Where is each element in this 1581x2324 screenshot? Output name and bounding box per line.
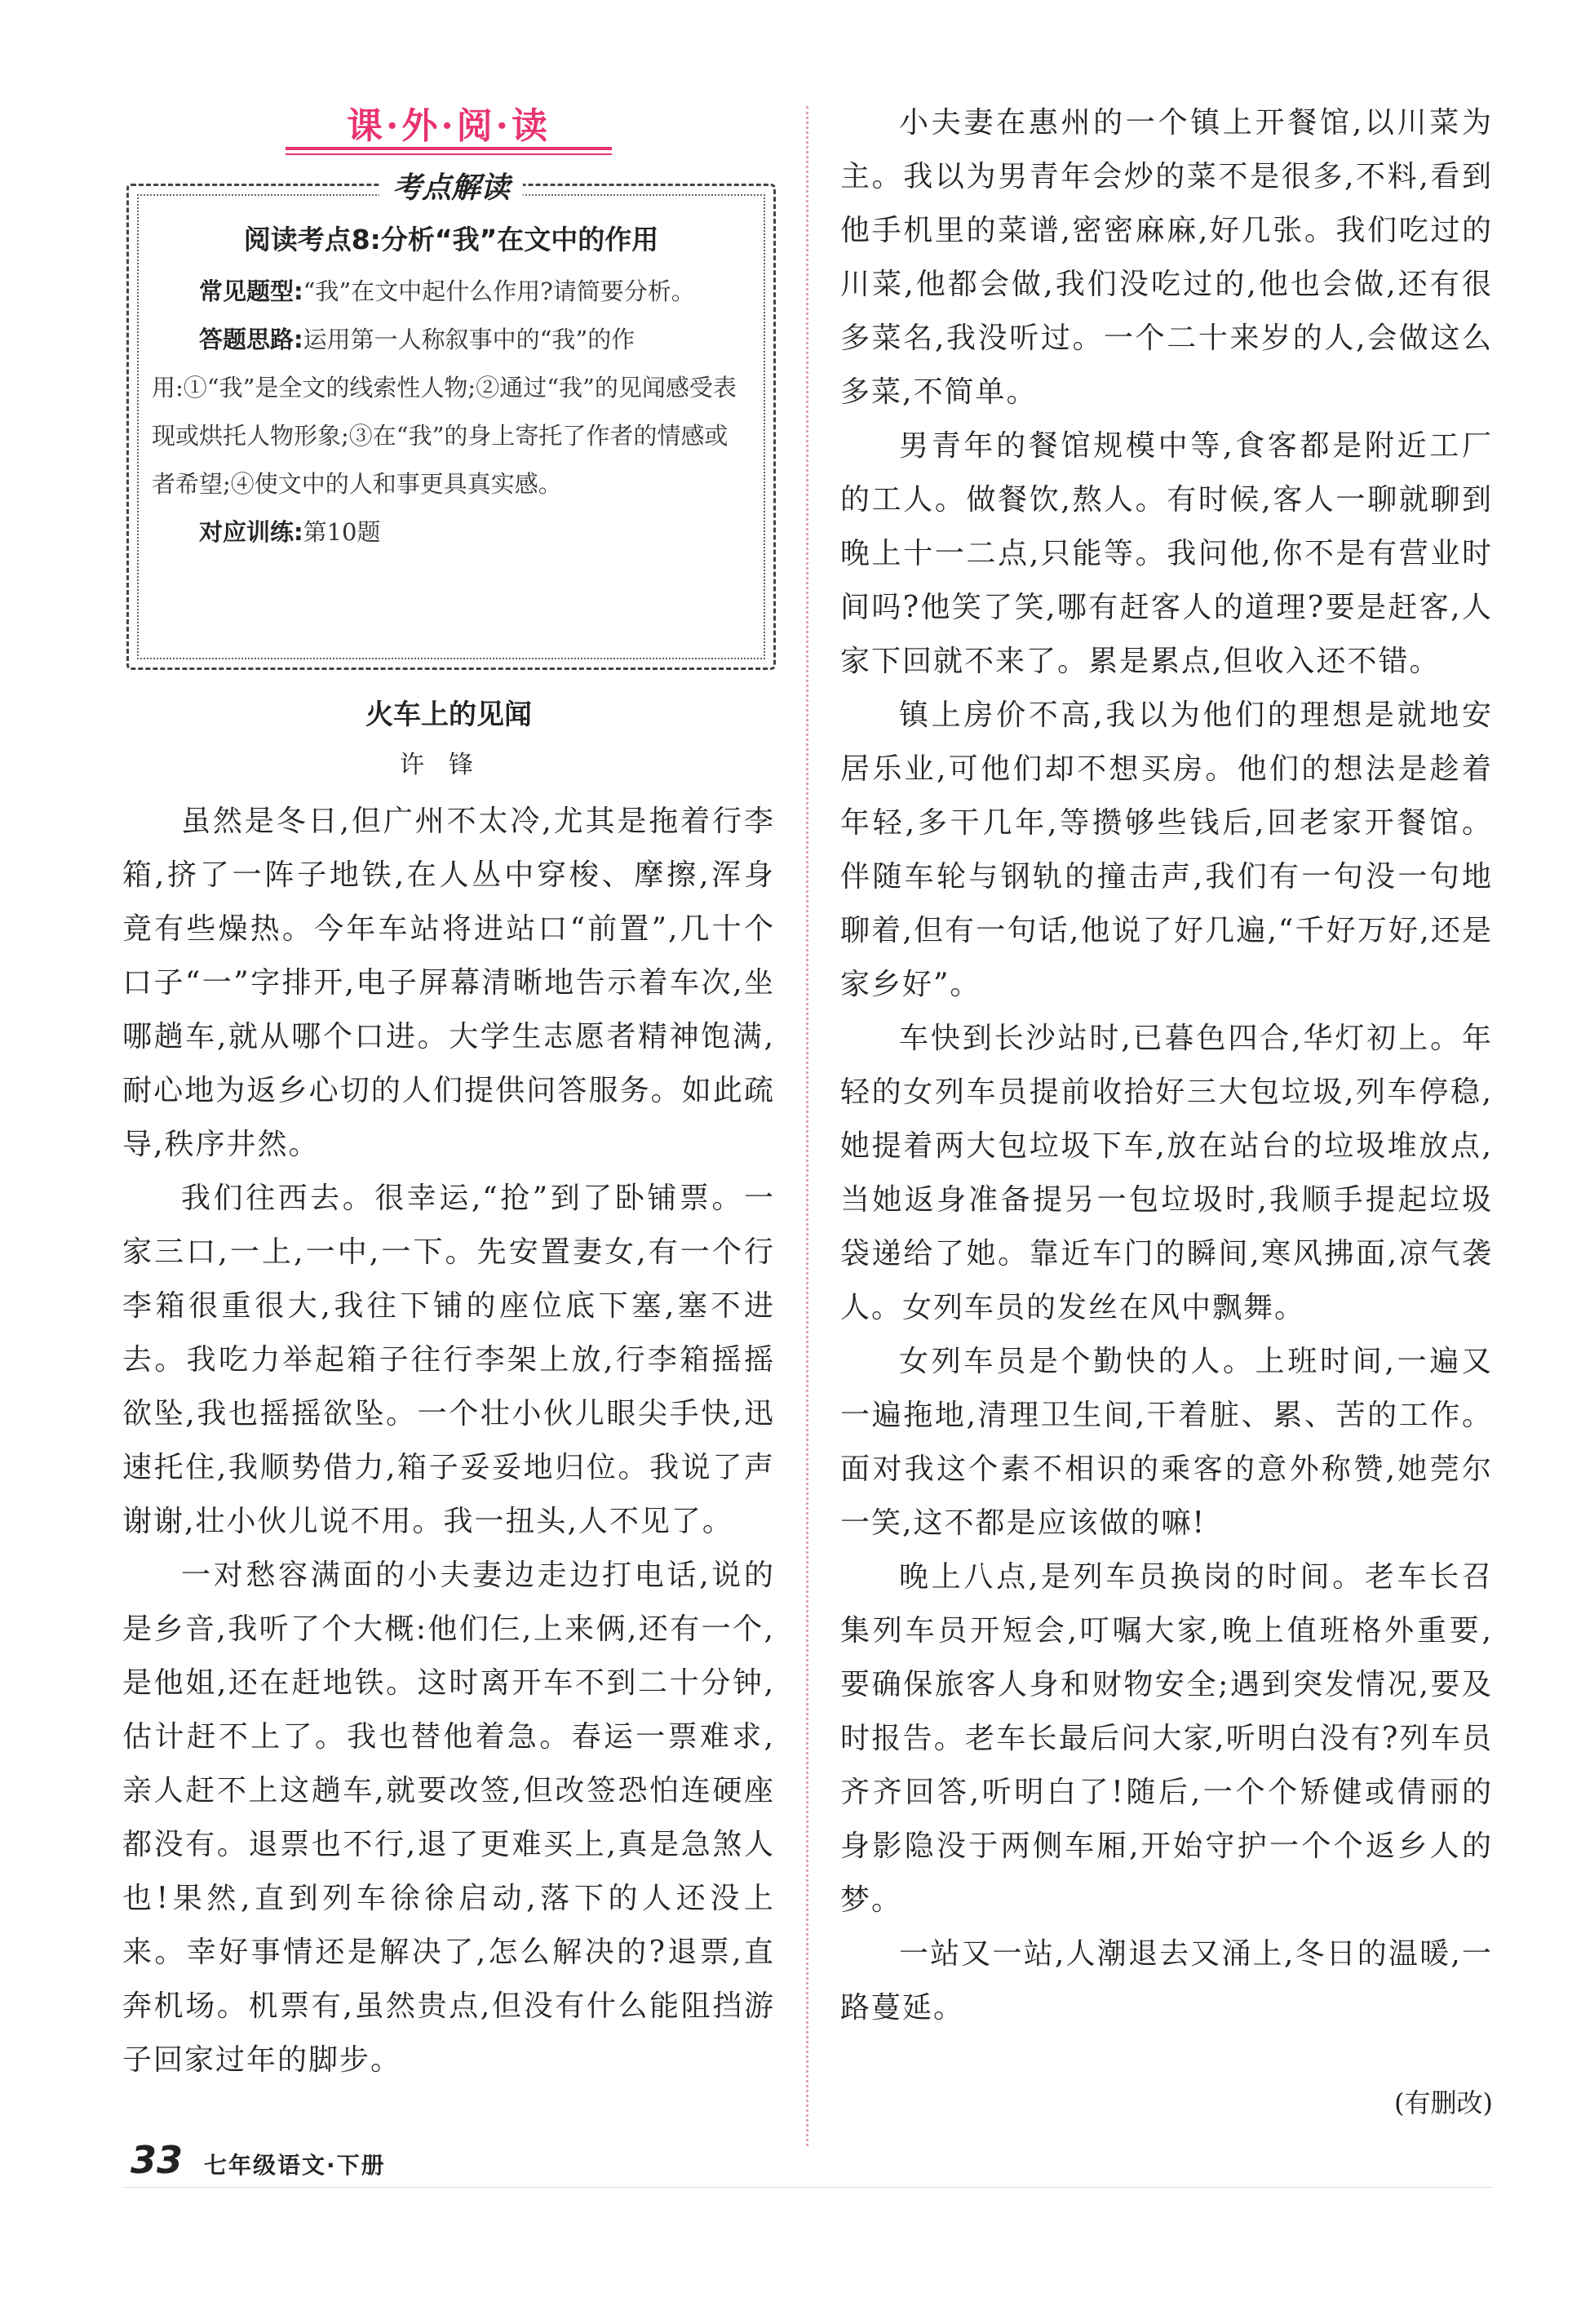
section-title-underline-thin [286, 153, 612, 155]
answer-approach-label: 答题思路: [199, 326, 303, 353]
paragraph: 虽然是冬日,但广州不太冷,尤其是拖着行李箱,挤了一阵子地铁,在人丛中穿梭、摩擦,浑身竟有些燥热。今年车站将进站口“前置”,几十个口子“一”字排开,电子屏幕清晰地告示着车次,坐哪趟车,就从哪个口进。大学生志愿者精神饱满,耐心地为返乡心切的人们提供问答服务。如此疏导,秩序井然。 [122, 805, 775, 1161]
question-type-text: “我”在文中起什么作用?请简要分析。 [303, 277, 695, 305]
footer-divider [122, 2187, 1493, 2188]
section-title-underline [286, 147, 612, 150]
book-title: 七年级语文·下册 [204, 2152, 386, 2179]
article-right-column [840, 96, 1493, 2035]
article-author: 许锋 [400, 751, 498, 779]
column-divider [806, 106, 808, 2146]
article-title: 火车上的见闻 [365, 699, 532, 731]
practice-label: 对应训练: [199, 518, 303, 546]
article-left-column [122, 795, 775, 2087]
paragraph: 车快到长沙站时,已暮色四合,华灯初上。年轻的女列车员提前收拾好三大包垃圾,列车停稳,她提着两大包垃圾下车,放在站台的垃圾堆放点,当她返身准备提另一包垃圾时,我顺手提起垃圾袋递给了她。靠近车门的瞬间,寒风拂面,凉气袭人。女列车员的发丝在风中飘舞。 [840, 1022, 1493, 1324]
question-type-line [152, 268, 751, 316]
abridged-note: (有删改) [1394, 2087, 1493, 2118]
question-type-label: 常见题型: [199, 277, 303, 305]
answer-approach-text: 运用第一人称叙事中的“我”的作用:①“我”是全文的线索性人物;②通过“我”的见闻感受表现或烘托人物形象;③在“我”的身上寄托了作者的情感或者希望;④使文中的人和事更具真实感。 [152, 326, 737, 498]
answer-approach-line [152, 316, 751, 508]
paragraph: 一站又一站,人潮退去又涌上,冬日的温暖,一路蔓延。 [840, 1937, 1493, 2025]
exam-point-box-header [129, 165, 773, 206]
paragraph: 女列车员是个勤快的人。上班时间,一遍又一遍拖地,清理卫生间,干着脏、累、苦的工作。面对我这个素不相识的乘客的意外称赞,她莞尔一笑,这不都是应该做的嘛! [840, 1345, 1493, 1540]
paragraph: 小夫妻在惠州的一个镇上开餐馆,以川菜为主。我以为男青年会炒的菜不是很多,不料,看到他手机里的菜谱,密密麻麻,好几张。我们吃过的川菜,他都会做,我们没吃过的,他也会做,还有很多菜名,我没听过。一个二十来岁的人,会做这么多菜,不简单。 [840, 106, 1493, 409]
exam-point-body [152, 268, 751, 557]
paragraph: 晚上八点,是列车员换岗的时间。老车长召集列车员开短会,叮嘱大家,晚上值班格外重要,要确保旅客人身和财物安全;遇到突发情况,要及时报告。老车长最后问大家,听明白没有?列车员齐齐回答,听明白了!随后,一个个矫健或倩丽的身影隐没于两侧车厢,开始守护一个个返乡人的梦。 [840, 1560, 1493, 1917]
exam-point-box [126, 171, 776, 670]
paragraph: 镇上房价不高,我以为他们的理想是就地安居乐业,可他们却不想买房。他们的想法是趁着年轻,多干几年,等攒够些钱后,回老家开餐馆。伴随车轮与钢轨的撞击声,我们有一句没一句地聊着,但有一句话,他说了好几遍,“千好万好,还是家乡好”。 [840, 699, 1493, 1001]
paragraph: 一对愁容满面的小夫妻边走边打电话,说的是乡音,我听了个大概:他们仨,上来俩,还有一个,是他姐,还在赶地铁。这时离开车不到二十分钟,估计赶不上了。我也替他着急。春运一票难求,亲人赶不上这趟车,就要改签,但改签恐怕连硬座都没有。退票也不行,退了更难买上,真是急煞人也!果然,直到列车徐徐启动,落下的人还没上来。幸好事情还是解决了,怎么解决的?退票,直奔机场。机票有,虽然贵点,但没有什么能阻挡游子回家过年的脚步。 [122, 1559, 775, 2077]
paragraph: 男青年的餐馆规模中等,食客都是附近工厂的工人。做餐饮,熬人。有时候,客人一聊就聊到晚上十一二点,只能等。我问他,你不是有营业时间吗?他笑了笑,哪有赶客人的道理?要是赶客,人家下回就不来了。累是累点,但收入还不错。 [840, 429, 1493, 678]
practice-line [152, 508, 751, 557]
exam-point-title: 阅读考点8:分析“我”在文中的作用 [243, 224, 659, 255]
paragraph: 我们往西去。很幸运,“抢”到了卧铺票。一家三口,一上,一中,一下。先安置妻女,有一个行李箱很重很大,我往下铺的座位底下塞,塞不进去。我吃力举起箱子往行李架上放,行李箱摇摇欲坠,我也摇摇欲坠。一个壮小伙儿眼尖手快,迅速托住,我顺势借力,箱子妥妥地归位。我说了声谢谢,壮小伙儿说不用。我一扭头,人不见了。 [122, 1182, 775, 1538]
page-number: 33 [131, 2138, 184, 2182]
practice-text: 第10题 [303, 518, 381, 546]
exam-point-header-label: 考点解读 [379, 171, 523, 205]
section-title: 课·外·阅·读 [347, 105, 551, 147]
